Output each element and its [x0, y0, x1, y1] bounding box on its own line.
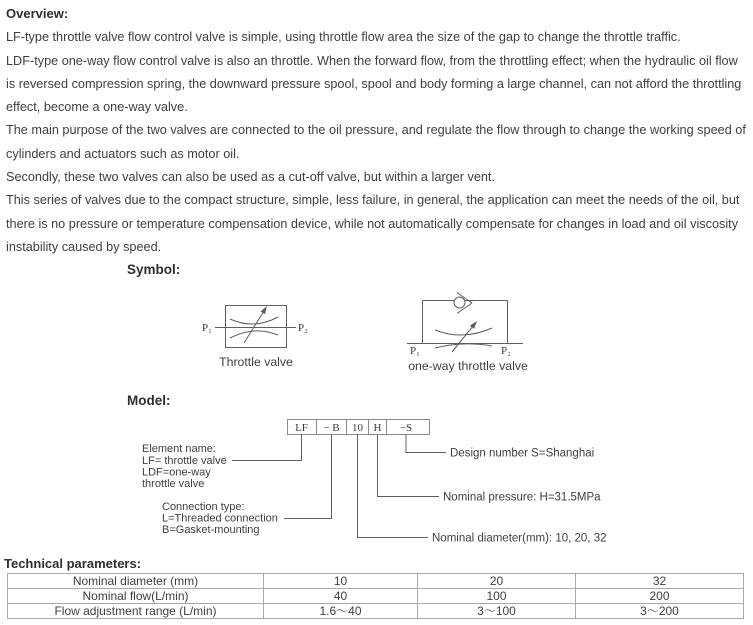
one-way-throttle-valve-caption: one-way throttle valve: [408, 359, 528, 373]
table-row: [8, 604, 744, 619]
technical-parameters-heading: Technical parameters:: [4, 556, 142, 571]
overview-paragraph: Secondly, these two valves can also be used as a cut-off valve, but within a larger vent.: [6, 170, 495, 185]
connection-type-label: [162, 501, 278, 536]
overview-section: [6, 2, 748, 259]
nominal-pressure-label: Nominal pressure: H=31.5MPa: [443, 491, 601, 504]
nominal-diameter-label: Nominal diameter(mm): 10, 20, 32: [432, 532, 607, 545]
model-code-cell: LF: [295, 422, 308, 434]
svg-text:Connection type:: Connection type:: [162, 501, 245, 513]
svg-text:L=Threaded connection: L=Threaded connection: [162, 512, 278, 525]
table-row: [8, 589, 744, 604]
table-row: [8, 574, 744, 589]
one-way-throttle-valve-symbol: [407, 293, 528, 374]
param-value-cell: 200: [576, 589, 744, 604]
overview-paragraph: This series of valves due to the compact structure, simple, less failure, in general, the application can meet the needs of the oil, but there is no pressure or temperature compensation device, while not automatically compensate for changes in load and oil viscosity instability caused by speed.: [6, 193, 740, 254]
param-value-cell: 10: [264, 574, 418, 589]
port-label-p2: P₂: [298, 322, 308, 334]
design-number-label: Design number S=Shanghai: [450, 447, 595, 460]
svg-text:LF= throttle valve: LF= throttle valve: [142, 455, 227, 467]
svg-text:LDF=one-way: LDF=one-way: [142, 466, 211, 479]
param-label-cell: Nominal diameter (mm): [8, 574, 264, 589]
overview-paragraph: The main purpose of the two valves are connected to the oil pressure, and regulate the flow through to change the working speed of cylinders and actuators such as motor oil.: [6, 123, 746, 161]
param-value-cell: 3～200: [576, 604, 744, 619]
symbol-diagrams: [195, 288, 540, 378]
element-name-label: [142, 443, 227, 490]
overview-heading: Overview:: [6, 6, 69, 21]
param-value-cell: 3～100: [418, 604, 576, 619]
model-code-cell: H: [373, 422, 382, 434]
port-label-p1: P₁: [202, 322, 212, 334]
param-value-cell: 32: [576, 574, 744, 589]
param-value-cell: 20: [418, 574, 576, 589]
model-code-boxes: [288, 420, 430, 435]
param-value-cell: 40: [264, 589, 418, 604]
check-valve-icon: [454, 293, 472, 314]
overview-paragraph: LF-type throttle valve flow control valve is simple, using throttle flow area the size of the gap to change the throttle traffic.: [6, 30, 681, 45]
model-heading: Model:: [127, 393, 171, 408]
param-label-cell: Nominal flow(L/min): [8, 589, 264, 604]
flow-adjust-arrow-icon: [244, 306, 267, 343]
svg-text:throttle valve: throttle valve: [142, 478, 205, 490]
flow-adjust-arrow-icon: [452, 321, 477, 352]
model-code-diagram: [0, 414, 753, 546]
port-label-p1: P₁: [410, 345, 420, 357]
port-label-p2: P₂: [501, 345, 511, 357]
model-code-cell: −S: [399, 422, 413, 434]
model-code-cell: − B: [323, 422, 340, 434]
model-code-cell: 10: [352, 422, 363, 434]
param-value-cell: 100: [418, 589, 576, 604]
svg-text:B=Gasket-mounting: B=Gasket-mounting: [162, 524, 260, 536]
param-value-cell: 1.6～40: [264, 604, 418, 619]
technical-parameters-table: [7, 573, 744, 619]
symbol-heading: Symbol:: [127, 262, 181, 277]
overview-paragraph: LDF-type one-way flow control valve is also an throttle. When the forward flow, from the throttling effect; when the hydraulic oil flow is reversed compression spring, the downward pressure spool, spool and body forming a large channel, can not afford the throttling effect, become a one-way valve.: [6, 53, 742, 115]
svg-text:Element name:: Element name:: [142, 443, 216, 455]
throttle-valve-symbol: [202, 306, 308, 370]
param-label-cell: Flow adjustment range (L/min): [8, 604, 264, 619]
throttle-valve-caption: Throttle valve: [219, 355, 293, 369]
